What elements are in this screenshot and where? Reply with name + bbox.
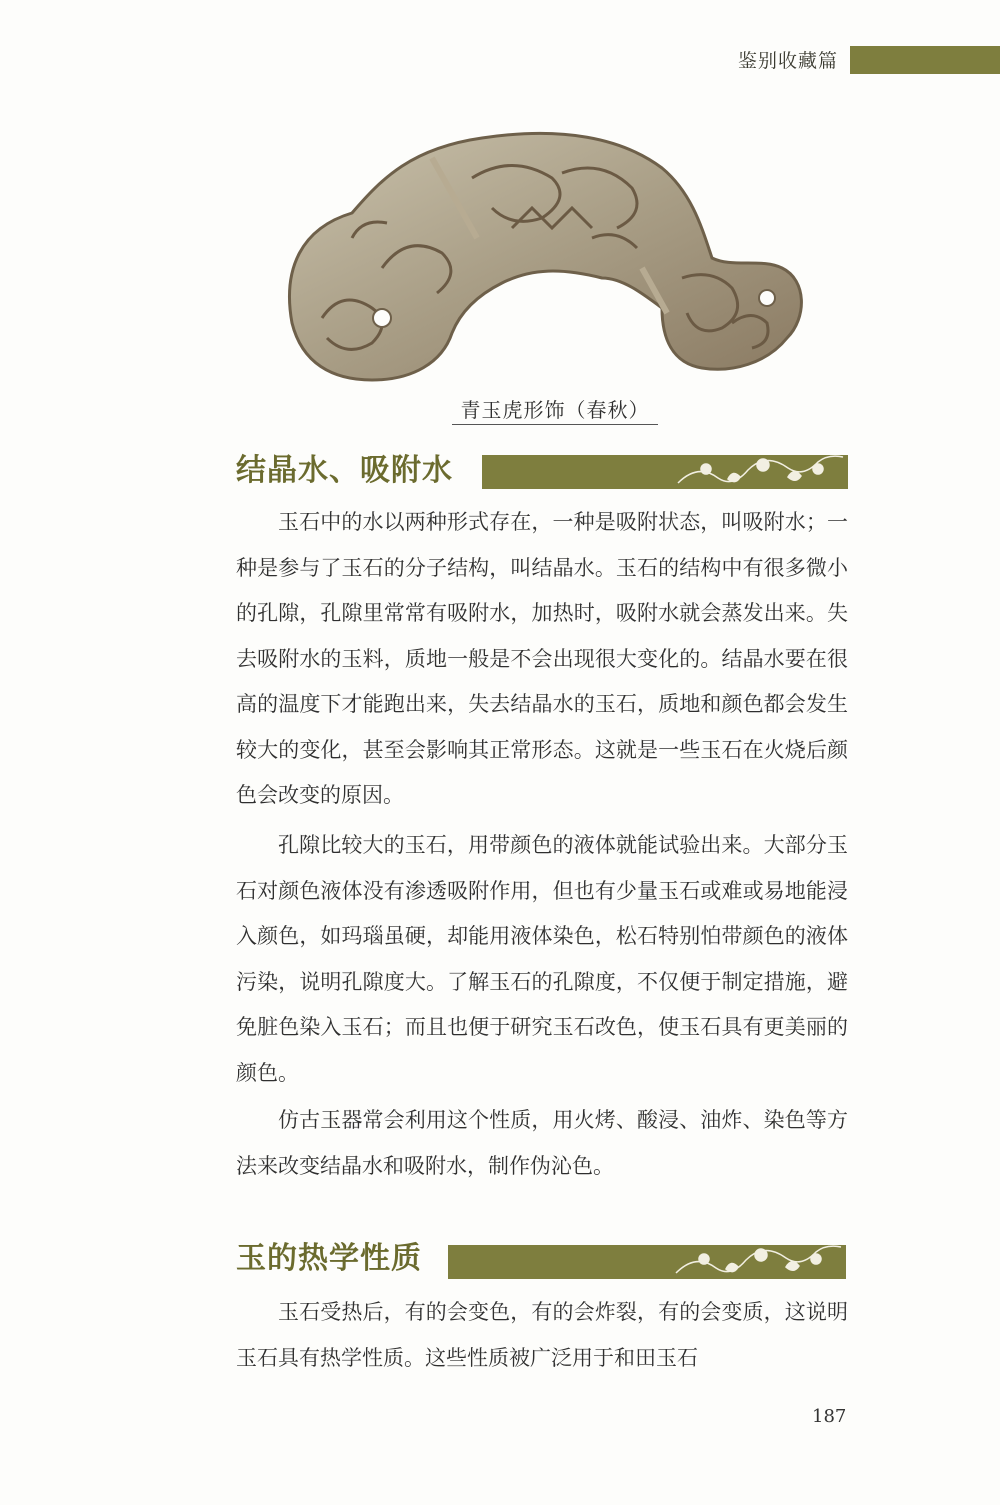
page-number: 187 — [812, 1406, 847, 1427]
running-header-label: 鉴别收藏篇 — [738, 50, 839, 72]
paragraph: 仿古玉器常会利用这个性质，用火烤、酸浸、油炸、染色等方法来改变结晶水和吸附水，制作伪沁色。 — [236, 1108, 848, 1178]
floral-ornament-icon — [668, 455, 848, 489]
section-title-crystal-water: 结晶水、吸附水 — [236, 453, 453, 488]
section-title-bar — [448, 1245, 846, 1279]
running-header-bar — [850, 46, 1000, 74]
paragraph: 孔隙比较大的玉石，用带颜色的液体就能试验出来。大部分玉石对颜色液体没有渗透吸附作用，但也有少量玉石或难或易地能浸入颜色，如玛瑙虽硬，却能用液体染色，松石特别怕带颜色的液体污染，说明孔隙度大。了解玉石的孔隙度，不仅便于制定措施，避免脏色染入玉石；而且也便于研究玉石改色，使玉石具有更美丽的颜色。 — [236, 833, 848, 1085]
caption-underline — [452, 424, 658, 425]
jade-tiger-ornament-image — [262, 118, 822, 398]
section-title-thermal-properties: 玉的热学性质 — [236, 1241, 422, 1276]
figure-caption: 青玉虎形饰（春秋） — [460, 398, 650, 422]
floral-ornament-icon — [666, 1245, 846, 1279]
section-title-bar — [482, 455, 848, 489]
paragraph: 玉石中的水以两种形式存在，一种是吸附状态，叫吸附水；一种是参与了玉石的分子结构，叫结晶水。玉石的结构中有很多微小的孔隙，孔隙里常常有吸附水，加热时，吸附水就会蒸发出来。失去吸附水的玉料，质地一般是不会出现很大变化的。结晶水要在很高的温度下才能跑出来，失去结晶水的玉石，质地和颜色都会发生较大的变化，甚至会影响其正常形态。这就是一些玉石在火烧后颜色会改变的原因。 — [236, 510, 848, 807]
paragraph: 玉石受热后，有的会变色，有的会炸裂，有的会变质，这说明玉石具有热学性质。这些性质被广泛用于和田玉石 — [236, 1300, 848, 1370]
